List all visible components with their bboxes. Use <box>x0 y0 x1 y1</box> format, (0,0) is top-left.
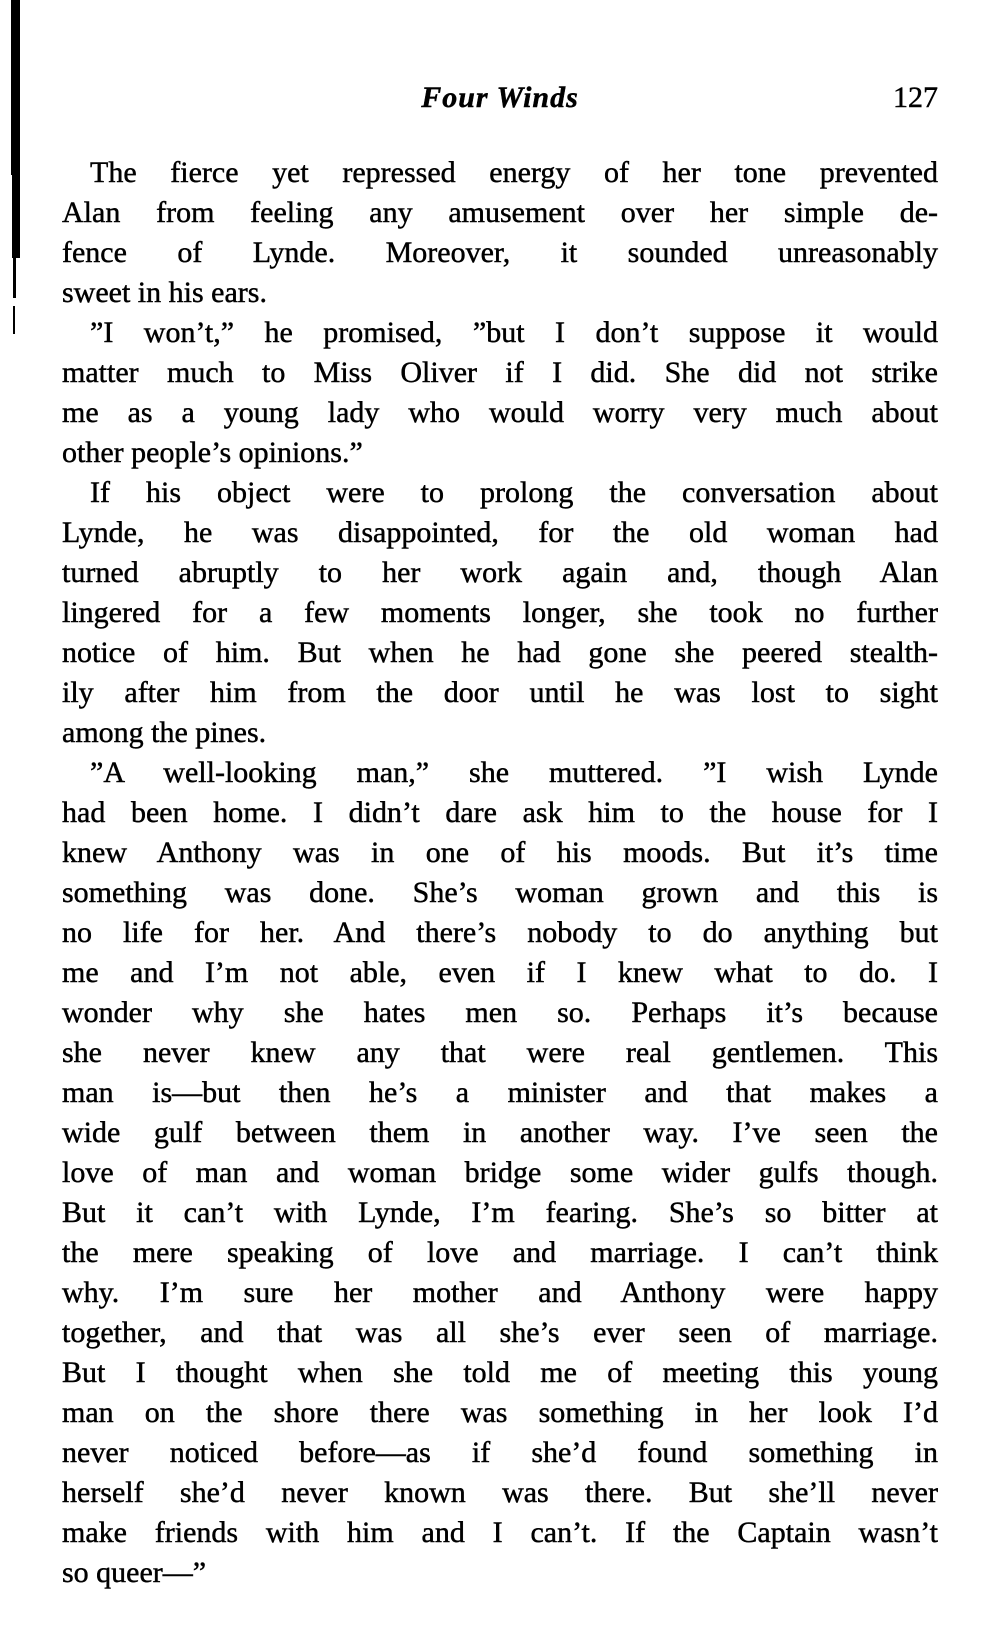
text-line: me as a young lady who would worry very much about <box>62 396 938 429</box>
text-line: ily after him from the door until he was lost to sight <box>62 676 938 709</box>
text-line: other people’s opinions.” <box>62 436 363 469</box>
text-line: herself she’d never known was there. But she’ll never <box>62 1476 938 1509</box>
text-line: wonder why she hates men so. Perhaps it’s because <box>62 996 938 1029</box>
text-line: Alan from feeling any amusement over her simple de- <box>62 196 938 229</box>
scan-artifact-line <box>13 258 16 298</box>
text-line: man is—but then he’s a minister and that makes a <box>62 1076 938 1109</box>
text-line: me and I’m not able, even if I knew what to do. I <box>62 956 938 989</box>
text-line: no life for her. And there’s nobody to do anything but <box>62 916 938 949</box>
running-header <box>62 78 938 118</box>
page-title: Four Winds <box>421 81 579 114</box>
text-line: sweet in his ears. <box>62 276 267 309</box>
text-line: she never knew any that were real gentlemen. This <box>62 1036 938 1069</box>
text-line: fence of Lynde. Moreover, it sounded unreasonably <box>62 236 938 269</box>
text-line: turned abruptly to her work again and, though Alan <box>62 556 938 589</box>
text-line: If his object were to prolong the conversation about <box>90 476 938 509</box>
text-line: wide gulf between them in another way. I’ve seen the <box>62 1116 938 1149</box>
text-line: why. I’m sure her mother and Anthony were happy <box>62 1276 938 1309</box>
text-line: man on the shore there was something in her look I’d <box>62 1396 938 1429</box>
text-line: ”A well-looking man,” she muttered. ”I wish Lynde <box>90 756 938 789</box>
text-line: had been home. I didn’t dare ask him to the house for I <box>62 796 938 829</box>
text-line: notice of him. But when he had gone she peered stealth- <box>62 636 938 669</box>
scan-artifact-bar <box>11 0 20 175</box>
text-line: matter much to Miss Oliver if I did. She did not strike <box>62 356 938 389</box>
text-line: ”I won’t,” he promised, ”but I don’t suppose it would <box>90 316 938 349</box>
text-line: lingered for a few moments longer, she took no further <box>62 596 938 629</box>
text-line: among the pines. <box>62 716 267 749</box>
text-line: But it can’t with Lynde, I’m fearing. She’s so bitter at <box>62 1196 938 1229</box>
page-body <box>62 153 938 1593</box>
text-line: make friends with him and I can’t. If the Captain wasn’t <box>62 1516 938 1549</box>
text-line: something was done. She’s woman grown and this is <box>62 876 938 909</box>
scan-artifact-dash <box>13 306 15 334</box>
text-line: love of man and woman bridge some wider gulfs though. <box>62 1156 938 1189</box>
text-line: so queer—” <box>62 1556 207 1589</box>
text-line: the mere speaking of love and marriage. I can’t think <box>62 1236 938 1269</box>
scan-artifact-bar-lower <box>12 175 20 258</box>
text-line: But I thought when she told me of meeting this young <box>62 1356 938 1389</box>
text-line: together, and that was all she’s ever seen of marriage. <box>62 1316 938 1349</box>
text-line: never noticed before—as if she’d found something in <box>62 1436 938 1469</box>
text-line: Lynde, he was disappointed, for the old woman had <box>62 516 938 549</box>
page-number: 127 <box>893 81 938 114</box>
text-line: The fierce yet repressed energy of her tone prevented <box>90 156 938 189</box>
text-line: knew Anthony was in one of his moods. But it’s time <box>62 836 938 869</box>
